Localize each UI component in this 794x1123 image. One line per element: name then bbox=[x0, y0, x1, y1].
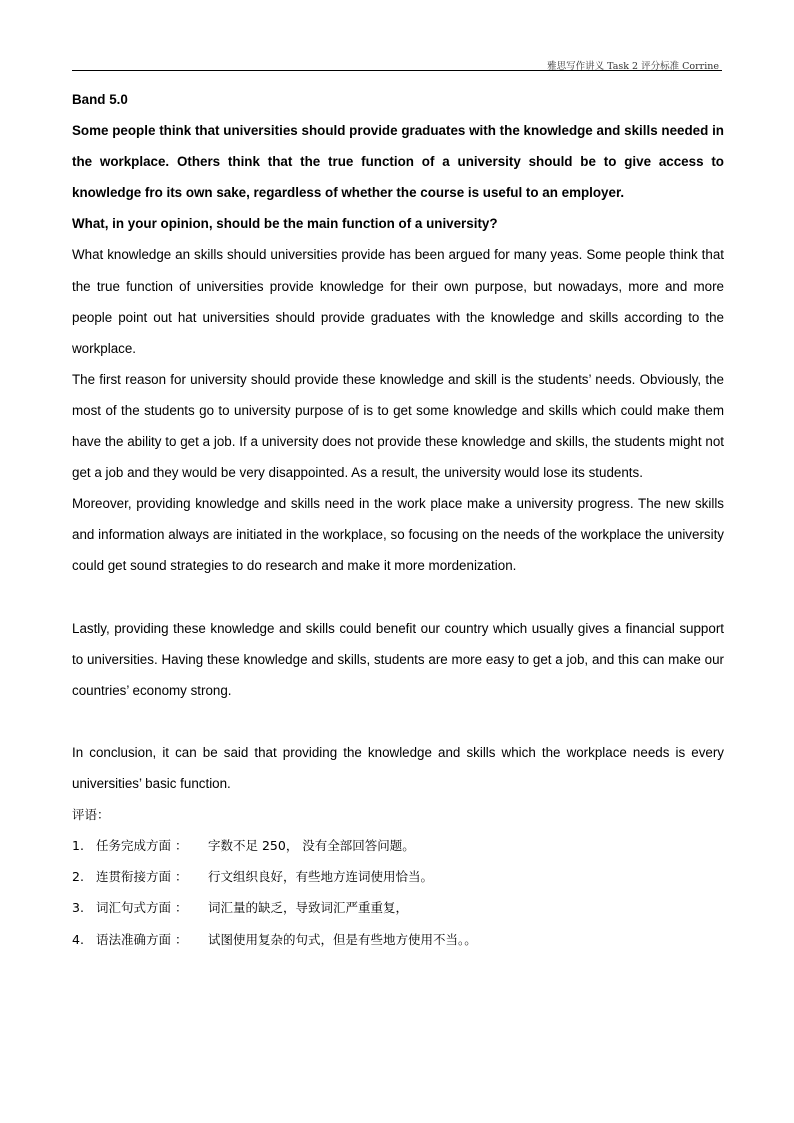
essay-question: What, in your opinion, should be the main function of a university? bbox=[72, 216, 498, 232]
comment-number: 4. bbox=[72, 931, 84, 947]
essay-paragraph-body-2: Moreover, providing knowledge and skills need in the work place make a university progress. The new skills and information always are initiated in the workplace, so focusing on the needs of the workplace the university could get sound strategies to do research and make it more mordenization. bbox=[72, 496, 724, 574]
comment-number: 1. bbox=[72, 838, 84, 854]
comment-text: 行文组织良好，有些地方连词使用恰当。 bbox=[208, 869, 434, 885]
comment-text: 试图使用复杂的句式，但是有些地方使用不当。。 bbox=[208, 931, 477, 947]
header-text: 雅思写作讲义 Task 2 评分标准 Corrine bbox=[547, 61, 719, 72]
essay-paragraph-body-3: Lastly, providing these knowledge and skills could benefit our country which usually gives a financial support to universities. Having these knowledge and skills, students are more easy to get a job, and this can make our countries’ economy strong. bbox=[72, 620, 724, 698]
comment-label: 语法准确方面 ： bbox=[96, 931, 188, 947]
essay-prompt: Some people think that universities should provide graduates with the knowledge and skills needed in the workplace. Others think that the true function of a university should be to give access to knowledge fro its own sake, regardless of whether the course is useful to an employer. bbox=[72, 123, 724, 201]
essay-paragraph-conclusion: In conclusion, it can be said that providing the knowledge and skills which the workplace needs is every universities’ basic function. bbox=[72, 744, 724, 792]
paragraph-spacer bbox=[72, 706, 724, 737]
band-score: Band 5.0 bbox=[72, 92, 128, 107]
comments-heading: 评语： bbox=[72, 807, 110, 823]
paragraph-spacer bbox=[72, 582, 724, 613]
page-header bbox=[72, 56, 722, 71]
comment-number: 3. bbox=[72, 900, 84, 916]
comment-label: 词汇句式方面 ： bbox=[96, 900, 188, 916]
comment-item bbox=[72, 861, 724, 892]
comment-number: 2. bbox=[72, 869, 84, 885]
comment-item bbox=[72, 924, 724, 955]
essay-paragraph-intro: What knowledge an skills should universities provide has been argued for many yeas. Some people think that the true function of universities provide knowledge for their own purpose, but nowadays, more and more people point out hat universities should provide graduates with the knowledge and skills according to the workplace. bbox=[72, 247, 724, 356]
comment-text: 词汇量的缺乏，导致词汇严重重复， bbox=[208, 900, 409, 916]
comment-text: 字数不足 250， 没有全部回答问题。 bbox=[208, 838, 415, 854]
comment-label: 连贯衔接方面 ： bbox=[96, 869, 188, 885]
comment-label: 任务完成方面 ： bbox=[96, 838, 188, 854]
essay-paragraph-body-1: The first reason for university should provide these knowledge and skill is the students’ needs. Obviously, the most of the students go to university purpose of is to get some knowledge and skills which could make them have the ability to get a job. If a university does not provide these knowledge and skills, the students might not get a job and they would be very disappointed. As a result, the university would lose its students. bbox=[72, 371, 724, 481]
comment-item bbox=[72, 892, 724, 923]
document-body bbox=[72, 84, 724, 955]
comment-item bbox=[72, 830, 724, 861]
